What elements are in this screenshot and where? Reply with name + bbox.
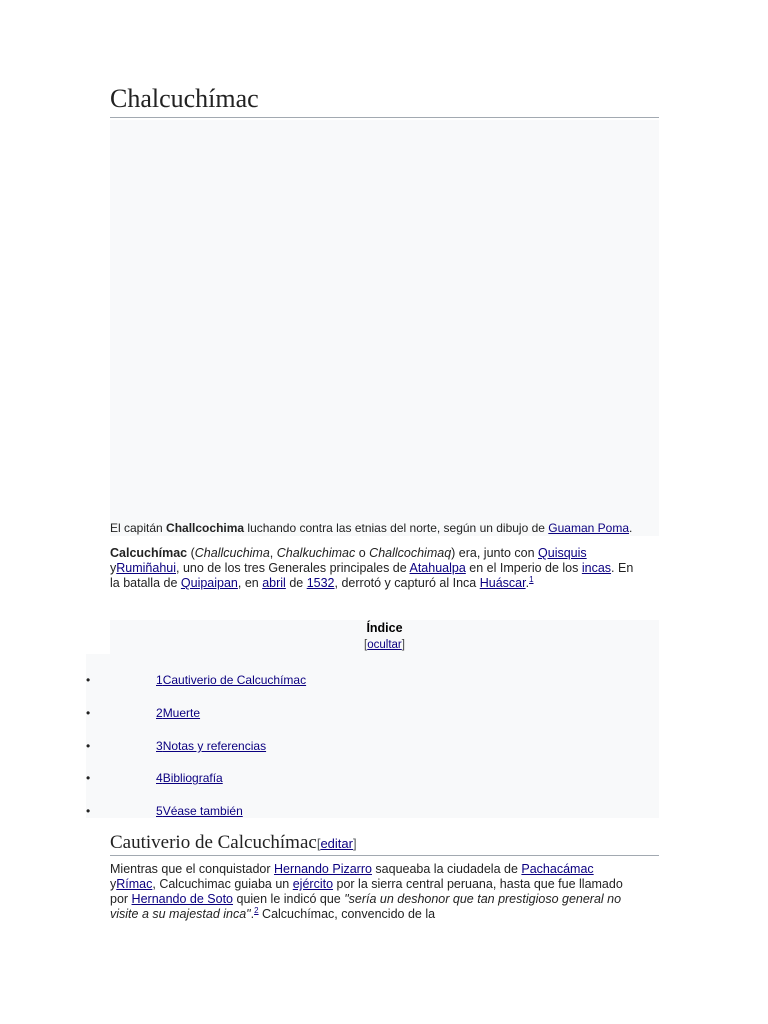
toc-hide-link[interactable]: ocultar (367, 639, 402, 651)
alt-name: Challcochimaq (369, 546, 452, 560)
text: ) era, junto con (451, 546, 539, 560)
intro-paragraph (110, 546, 640, 591)
text: , Calcuchimac guiaba un (152, 877, 293, 891)
caption-bold: Challcochima (166, 521, 245, 535)
bullet-icon: • (86, 739, 91, 753)
toc-label: Cautiverio de Calcuchímac (162, 673, 307, 687)
text: por la sierra central peruana, hasta que fue llamado por (110, 877, 623, 906)
alt-name: Chalkuchimac (276, 546, 356, 560)
text: , derrotó y capturó al Inca (334, 576, 480, 590)
caption-text: El capitán (110, 521, 167, 535)
link-quipaipan[interactable]: Quipaipan (180, 576, 238, 590)
link-atahualpa[interactable]: Atahualpa (409, 561, 466, 575)
toc-toggle (110, 639, 659, 651)
caption-text: . (629, 521, 633, 535)
toc-item-bibliografia (86, 770, 659, 786)
image-caption (110, 521, 659, 536)
bracket: [ (316, 836, 321, 851)
toc-label: Véase también (162, 804, 243, 818)
toc-number: 2 (156, 706, 163, 720)
section-paragraph (110, 862, 640, 922)
toc-label: Notas y referencias (162, 739, 267, 753)
toc-link[interactable] (156, 738, 266, 754)
reference-2[interactable]: 2 (254, 905, 259, 915)
text: en el Imperio de los (465, 561, 582, 575)
bullet-icon: • (86, 771, 91, 785)
reference-1[interactable]: 1 (529, 574, 534, 584)
link-ruminahui[interactable]: Rumiñahui (116, 561, 177, 575)
text: o (355, 546, 370, 560)
toc-title: Índice (366, 621, 403, 635)
bracket: ] (401, 639, 405, 651)
text: y (110, 561, 117, 575)
toc-number: 5 (156, 804, 163, 818)
text: . (250, 907, 255, 921)
toc-link[interactable] (156, 705, 200, 721)
text: , uno de los tres Generales principales de (176, 561, 410, 575)
link-incas[interactable]: incas (581, 561, 612, 575)
bullet-icon: • (86, 706, 91, 720)
toc-list (86, 654, 659, 818)
text: ( (187, 546, 195, 560)
text: . (525, 576, 530, 590)
caption-text: luchando contra las etnias del norte, según un dibujo de (244, 521, 549, 535)
toc-item-vease (86, 803, 659, 819)
bullet-icon: • (86, 673, 91, 687)
text: . En la batalla de (110, 561, 634, 590)
link-hernando-de-soto[interactable]: Hernando de Soto (131, 892, 234, 906)
text: , (269, 546, 277, 560)
quote: "sería un deshonor que tan prestigioso general no visite a su majestad inca" (110, 892, 622, 921)
article-subject: Calcuchímac (110, 546, 188, 560)
link-huascar[interactable]: Huáscar (479, 576, 526, 590)
toc-item-muerte (86, 705, 659, 721)
link-hernando-pizarro[interactable]: Hernando Pizarro (273, 862, 372, 876)
section-title: Cautiverio de Calcuchímac (110, 832, 317, 853)
text: y (110, 877, 117, 891)
text: quien le indicó que (233, 892, 345, 906)
toc-number: 4 (156, 771, 163, 785)
alt-name: Challcuchima (194, 546, 270, 560)
toc-item-notas (86, 738, 659, 754)
text: saqueaba la ciudadela de (371, 862, 522, 876)
toc-number: 1 (156, 673, 163, 687)
link-abril[interactable]: abril (262, 576, 286, 590)
toc-link[interactable] (156, 803, 243, 819)
toc-link[interactable] (156, 672, 306, 688)
text: Mientras que el conquistador (110, 862, 274, 876)
link-guaman-poma[interactable]: Guaman Poma (548, 521, 630, 535)
section-heading-cautiverio (110, 832, 659, 856)
edit-section (317, 836, 357, 851)
toc-label: Bibliografía (162, 771, 223, 785)
page-title: Chalcuchímac (110, 84, 659, 118)
toc-item-cautiverio (86, 672, 659, 688)
toc-number: 3 (156, 739, 163, 753)
infobox-image (110, 120, 659, 536)
edit-section-link[interactable]: editar (320, 836, 353, 851)
text: de (285, 576, 307, 590)
link-rimac[interactable]: Rímac (116, 877, 153, 891)
text: Calcuchímac, convencido de la (258, 907, 436, 921)
toc-label: Muerte (162, 706, 201, 720)
bullet-icon: • (86, 804, 91, 818)
link-ejercito[interactable]: ejército (292, 877, 334, 891)
bracket: ] (352, 836, 357, 851)
link-quisquis[interactable]: Quisquis (538, 546, 587, 560)
bracket: [ (364, 639, 368, 651)
toc-link[interactable] (156, 770, 223, 786)
text: , en (237, 576, 263, 590)
toc-header (110, 620, 659, 654)
link-1532[interactable]: 1532 (306, 576, 335, 590)
image-placeholder (110, 120, 659, 516)
link-pachacamac[interactable]: Pachacámac (521, 862, 594, 876)
